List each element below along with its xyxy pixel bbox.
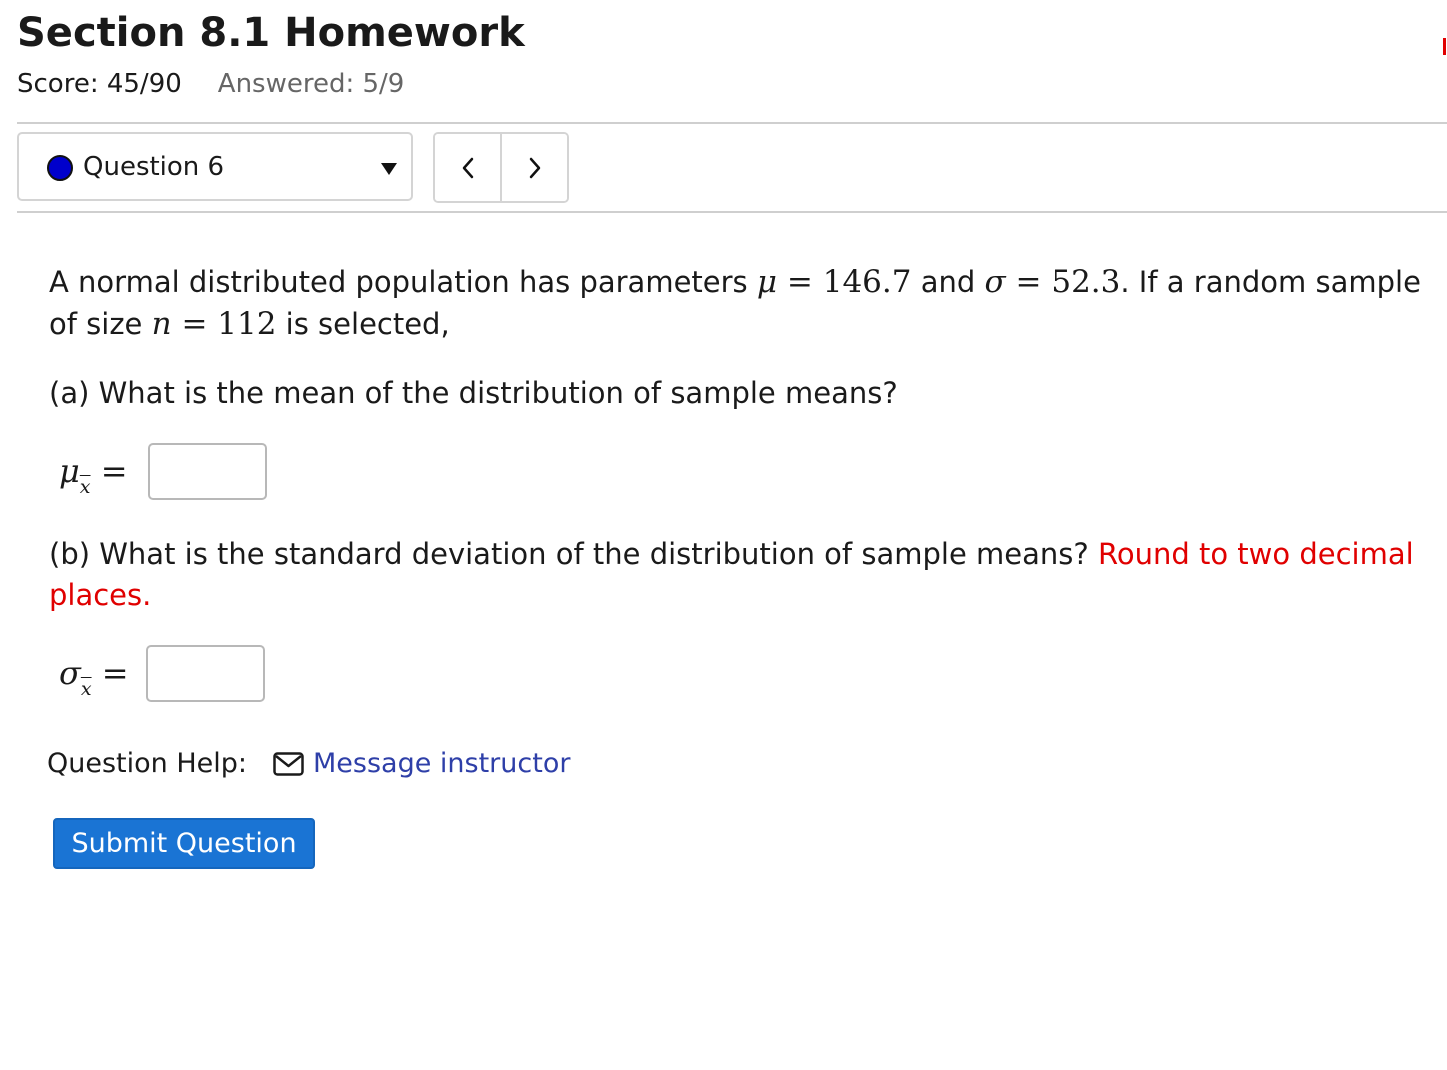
part-b-sigma-symbol: σ [59,654,81,692]
question-help-label: Question Help: [47,748,247,779]
question-nav-group [433,132,569,203]
part-b-label [59,653,129,705]
next-question-button[interactable] [500,134,567,201]
part-a-label [59,451,128,503]
part-b-prompt [49,533,1414,575]
line2-after-n: is selected, [276,307,450,341]
message-instructor-link[interactable]: Message instructor [313,748,571,779]
part-b-answer-input[interactable] [146,645,265,702]
mail-icon [273,752,304,776]
part-a-mu-symbol: μ [59,452,80,490]
part-a-equals: = [90,452,128,490]
part-a-answer-input[interactable] [148,443,267,500]
n-value: 112 [217,306,277,342]
chevron-right-icon [528,157,542,179]
question-text-line-1 [49,261,1421,303]
mu-value: 146.7 [822,264,912,300]
mu-equals: = [777,264,823,300]
divider-bottom [17,211,1447,213]
part-b-rounding-note: Round to two decimal [1097,537,1414,571]
n-equals: = [171,306,218,342]
submit-question-button[interactable]: Submit Question [53,818,315,869]
and-text: and [911,265,985,299]
part-b-rounding-note-continued: places. [49,578,152,612]
divider-top [17,122,1447,124]
after-sigma-text: . If a random sample [1120,265,1421,299]
assignment-title: Section 8.1 Homework [17,10,525,56]
question-help-row [47,744,570,784]
mu-expression [757,264,912,300]
part-b-xbar-subscript: x [80,678,92,701]
red-marker [1443,38,1446,55]
mu-symbol: μ [756,264,778,300]
answered-label: Answered: 5/9 [217,69,405,99]
part-b-main-text: (b) What is the standard deviation of the distribution of sample means? [49,537,1098,571]
sigma-value: 52.3 [1051,264,1121,300]
score-row [17,66,404,102]
part-a-prompt: (a) What is the mean of the distribution of sample means? [49,376,898,410]
question-text-line-2 [49,303,450,345]
chevron-left-icon [461,157,475,179]
part-a-xbar-subscript: x [79,476,91,499]
sigma-equals: = [1005,264,1052,300]
question-selector[interactable] [17,132,413,201]
intro-text: A normal distributed population has parameters [49,265,757,299]
line2-before-n: of size [49,307,152,341]
question-status-dot [47,155,73,181]
sigma-expression [984,264,1120,300]
n-symbol: n [151,306,172,342]
score-label: Score: 45/90 [17,69,182,99]
chevron-down-icon [381,163,397,175]
question-selector-label: Question 6 [83,152,225,182]
sigma-symbol: σ [984,264,1006,300]
previous-question-button[interactable] [435,134,500,201]
n-expression [152,306,277,342]
part-b-equals: = [91,654,129,692]
